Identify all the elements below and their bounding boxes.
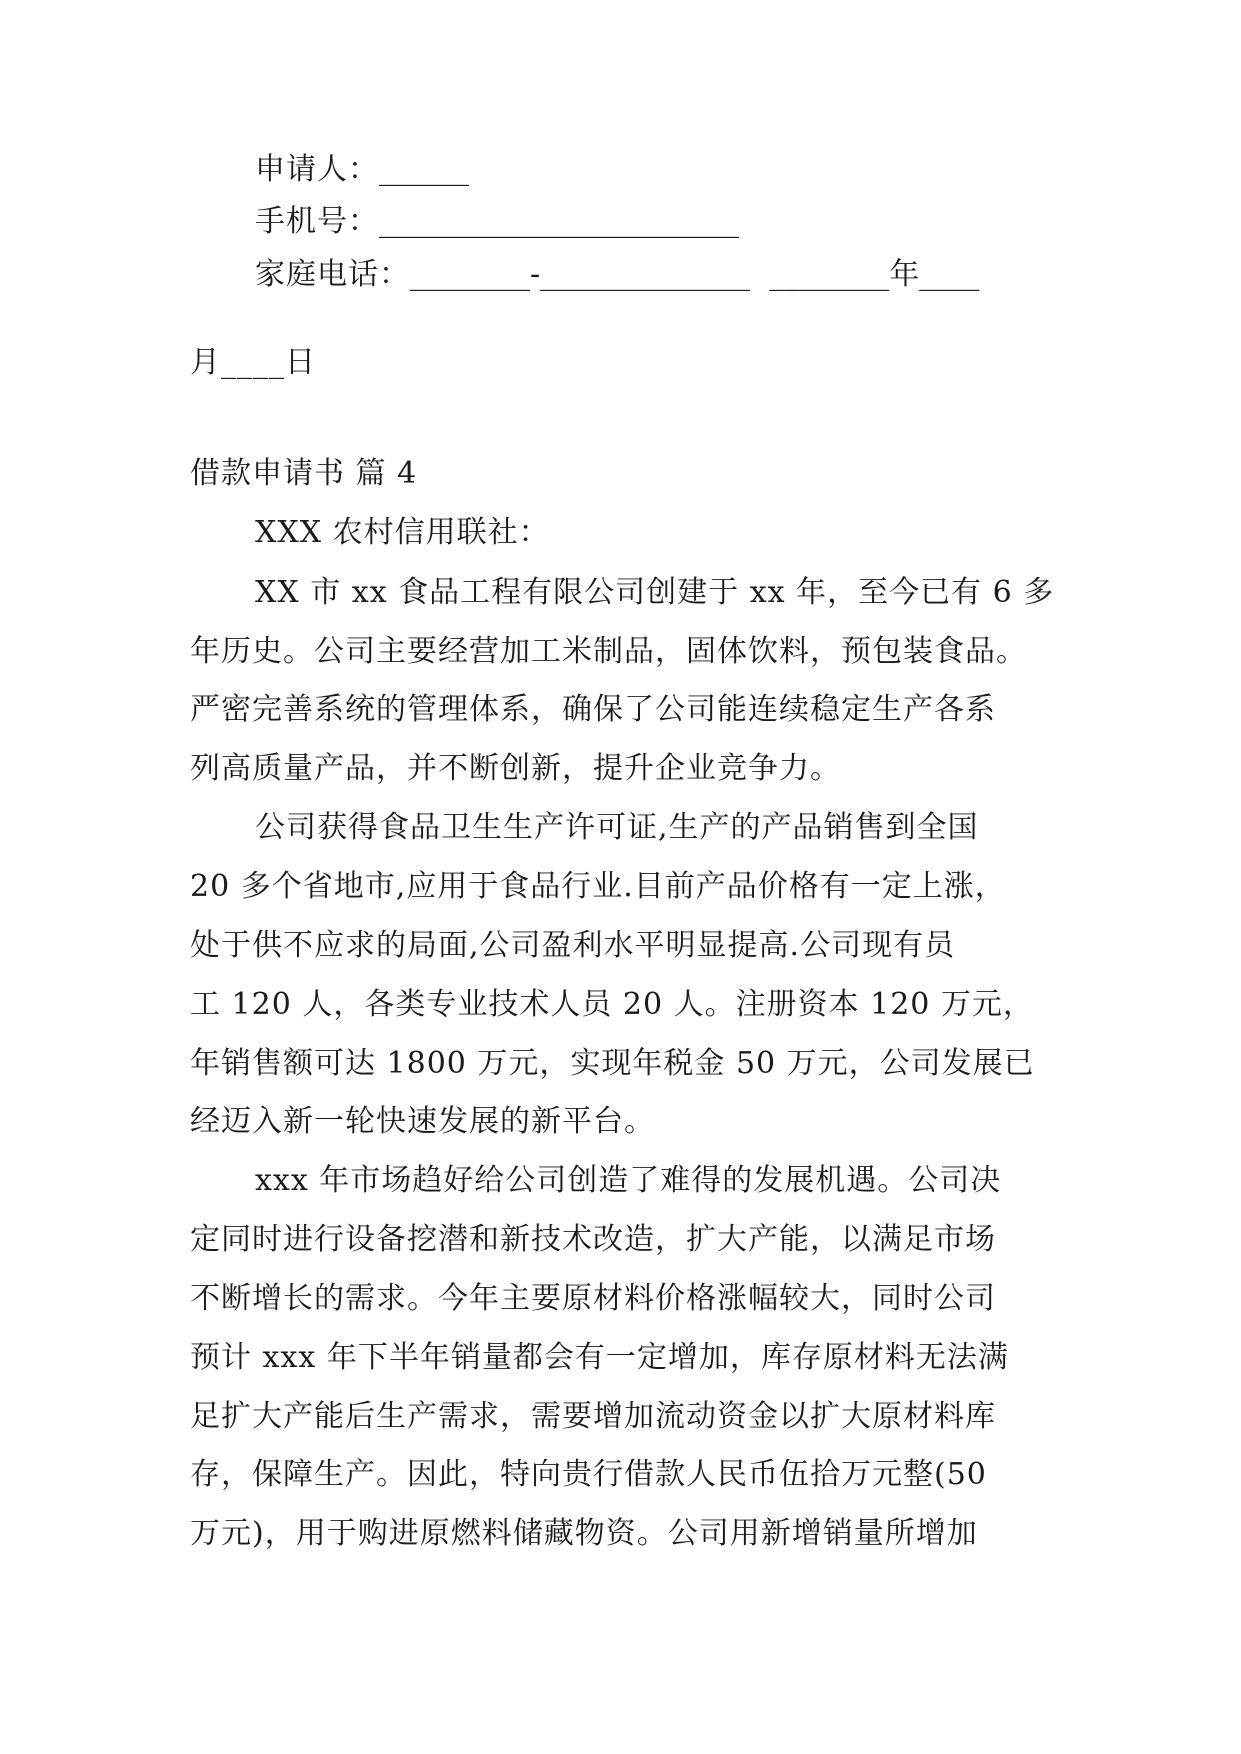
applicant-line xyxy=(255,150,1115,190)
body-line: 定同时进行设备挖潜和新技术改造，扩大产能，以满足市场 xyxy=(190,1222,996,1257)
home-phone-label: 家庭电话： xyxy=(255,257,410,292)
body-line: 年历史。公司主要经营加工米制品，固体饮料，预包装食品。 xyxy=(190,634,1027,669)
body-line: xxx 年市场趋好给公司创造了难得的发展机遇。公司决 xyxy=(255,1163,1002,1198)
body-line: 万元)，用于购进原燃料储藏物资。公司用新增销量所增加 xyxy=(190,1516,978,1551)
date-line: 月____日 xyxy=(190,345,316,380)
body-line: 足扩大产能后生产需求，需要增加流动资金以扩大原材料库 xyxy=(190,1399,996,1434)
body-line: XX 市 xx 食品工程有限公司创建于 xx 年，至今已有 6 多 xyxy=(255,575,1055,610)
body-line: 列高质量产品，并不断创新，提升企业竞争力。 xyxy=(190,751,841,786)
body-line: 存，保障生产。因此，特向贵行借款人民币伍拾万元整(50 xyxy=(190,1457,987,1492)
home-phone-blank: ________-______________ ________年____ xyxy=(410,257,980,292)
section-title: 借款申请书 篇 4 xyxy=(190,456,418,491)
body-line: 公司获得食品卫生生产许可证,生产的产品销售到全国 xyxy=(255,810,979,845)
home-phone-line xyxy=(255,255,1115,295)
applicant-label: 申请人： xyxy=(255,152,379,187)
body-line: 严密完善系统的管理体系，确保了公司能连续稳定生产各系 xyxy=(190,692,996,727)
body-line: 20 多个省地市,应用于食品行业.目前产品价格有一定上涨， xyxy=(190,869,1006,904)
applicant-blank: ______ xyxy=(379,152,469,187)
body-line: 经迈入新一轮快速发展的新平台。 xyxy=(190,1104,655,1139)
body-line: 年销售额可达 1800 万元，实现年税金 50 万元，公司发展已 xyxy=(190,1046,1035,1081)
mobile-blank: ________________________ xyxy=(379,204,739,239)
addressee: XXX 农村信用联社： xyxy=(255,515,550,550)
body-line: 预计 xxx 年下半年销量都会有一定增加，库存原材料无法满 xyxy=(190,1340,1009,1375)
mobile-label: 手机号： xyxy=(255,204,379,239)
mobile-line xyxy=(255,202,1115,242)
body-line: 处于供不应求的局面,公司盈利水平明显提高.公司现有员 xyxy=(190,928,956,963)
body-line: 工 120 人，各类专业技术人员 20 人。注册资本 120 万元， xyxy=(190,987,1034,1022)
body-line: 不断增长的需求。今年主要原材料价格涨幅较大，同时公司 xyxy=(190,1281,996,1316)
